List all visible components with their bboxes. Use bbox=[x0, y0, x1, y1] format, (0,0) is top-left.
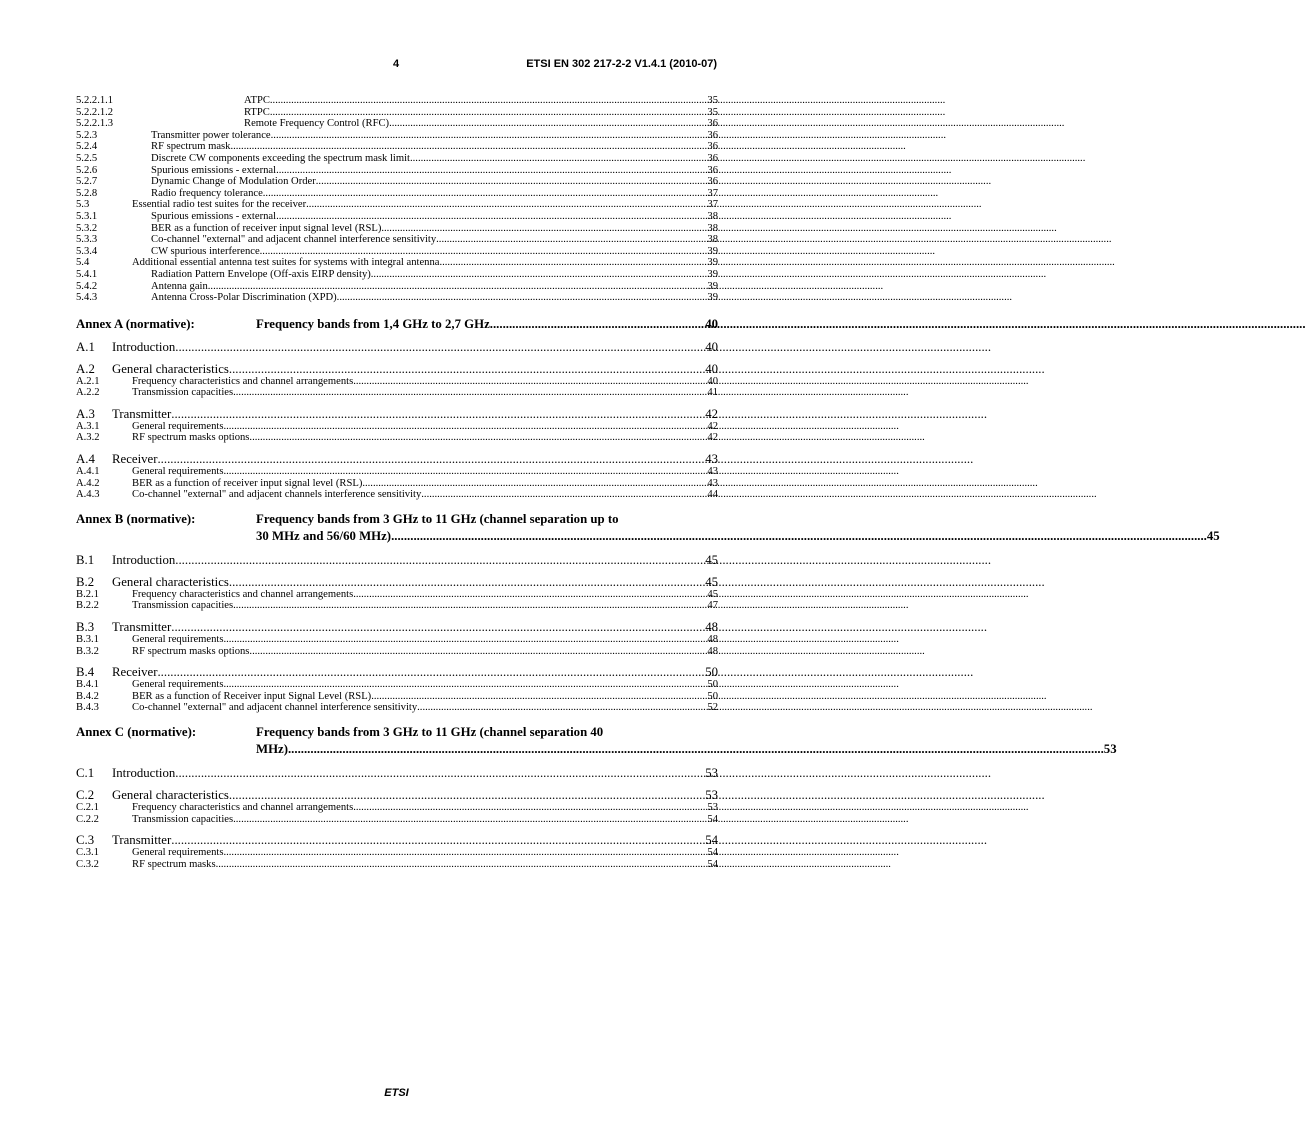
toc-entry-title: Discrete CW components exceeding the spectrum mask limit bbox=[151, 152, 410, 164]
annex-title-line: Frequency bands from 3 GHz to 11 GHz (channel separation 40 bbox=[256, 725, 604, 739]
leader-dots bbox=[233, 814, 707, 826]
leader-dots bbox=[230, 141, 707, 153]
toc-entry-page: 42 bbox=[707, 432, 718, 444]
toc-entry-title: General characteristics bbox=[112, 361, 229, 376]
toc-entry-title: General requirements bbox=[132, 634, 224, 646]
toc-entry[interactable] bbox=[76, 432, 718, 444]
toc-entry[interactable] bbox=[76, 802, 718, 814]
toc-entry-number: 5.3.1 bbox=[76, 210, 98, 222]
toc-entry-page: 38 bbox=[707, 234, 718, 246]
toc-entry-title: RF spectrum masks options bbox=[132, 432, 250, 444]
toc-entry-number: C.2.2 bbox=[76, 813, 99, 825]
toc-entry[interactable] bbox=[76, 489, 718, 501]
toc-entry-page: 39 bbox=[707, 280, 718, 292]
toc-entry[interactable] bbox=[76, 95, 718, 107]
page-footer: ETSI bbox=[384, 1087, 409, 1099]
leader-dots bbox=[171, 833, 705, 847]
toc-entry-number: A.2.2 bbox=[76, 387, 100, 399]
toc-entry-title: Essential radio test suites for the receiver bbox=[132, 199, 307, 211]
toc-entry-page: 37 bbox=[707, 187, 718, 199]
annex-title-line: 30 MHz and 56/60 MHz) bbox=[256, 528, 392, 543]
toc-entry[interactable] bbox=[76, 646, 718, 658]
toc-entry[interactable] bbox=[76, 421, 718, 433]
toc-entry-title: Additional essential antenna test suites for systems with integral antenna bbox=[132, 257, 440, 269]
toc-entry-number: 5.2.7 bbox=[76, 176, 98, 188]
toc-entry-title: Antenna Cross-Polar Discrimination (XPD) bbox=[151, 292, 337, 304]
toc-entry-title: RTPC bbox=[244, 106, 270, 118]
toc-entry-page: 43 bbox=[707, 477, 718, 489]
toc-entry-number: B.2 bbox=[76, 574, 95, 589]
toc-entry[interactable] bbox=[76, 589, 718, 601]
toc-entry-title: Remote Frequency Control (RFC) bbox=[244, 118, 390, 130]
toc-entry-page: 53 bbox=[705, 766, 718, 780]
toc-entry-title: Transmitter bbox=[112, 406, 172, 421]
annex-a-heading[interactable] bbox=[76, 316, 718, 332]
toc-entry-number: A.4.1 bbox=[76, 466, 100, 478]
leader-dots bbox=[276, 211, 707, 223]
toc-entry-number: A.2 bbox=[76, 361, 95, 376]
leader-dots bbox=[353, 376, 707, 388]
toc-entry-title: BER as a function of Receiver input Signal Level (RSL) bbox=[132, 690, 372, 702]
leader-dots bbox=[271, 130, 708, 142]
toc-entry-page: 53 bbox=[705, 788, 718, 802]
toc-entry[interactable] bbox=[76, 141, 718, 153]
leader-dots bbox=[439, 257, 707, 269]
toc-entry-title: BER as a function of receiver input signal level (RSL) bbox=[151, 222, 382, 234]
leader-dots bbox=[223, 421, 707, 433]
toc-entry-page: 45 bbox=[707, 588, 718, 600]
leader-dots bbox=[316, 176, 708, 188]
leader-dots bbox=[288, 741, 1104, 758]
toc-entry-page: 54 bbox=[707, 847, 718, 859]
toc-entry-page: 48 bbox=[705, 620, 718, 635]
toc-entry[interactable] bbox=[76, 466, 718, 478]
leader-dots bbox=[223, 679, 707, 691]
toc-entry-number: 5.2.8 bbox=[76, 187, 98, 199]
leader-dots bbox=[381, 223, 707, 235]
toc-entry-number: 5.3 bbox=[76, 199, 90, 211]
toc-entry[interactable] bbox=[76, 600, 718, 612]
toc-entry-title: ATPC bbox=[244, 95, 270, 106]
toc-entry-number: 5.2.3 bbox=[76, 129, 98, 141]
toc-entry-page: 36 bbox=[707, 164, 718, 176]
leader-dots bbox=[223, 466, 707, 478]
toc-clause[interactable] bbox=[76, 766, 718, 780]
toc-entry-page: 39 bbox=[707, 292, 718, 304]
toc-entry-title: Transmission capacities bbox=[132, 387, 234, 399]
toc-clause[interactable] bbox=[76, 407, 718, 421]
toc-entry-title: BER as a function of receiver input signal level (RSL) bbox=[132, 477, 363, 489]
toc-entry-title: Antenna gain bbox=[151, 280, 208, 292]
leader-dots bbox=[223, 847, 707, 859]
toc-entry-page: 39 bbox=[707, 257, 718, 269]
leader-dots bbox=[270, 95, 708, 107]
toc-clause[interactable] bbox=[76, 665, 718, 679]
toc-entry[interactable] bbox=[76, 246, 718, 258]
annex-page: 45 bbox=[1206, 528, 1220, 543]
toc-entry-number: A.2.1 bbox=[76, 375, 100, 387]
annex-title: Frequency bands from 1,4 GHz to 2,7 GHz bbox=[256, 316, 490, 331]
toc-entry-number: 5.4.1 bbox=[76, 268, 98, 280]
toc-entry-number: A.3.2 bbox=[76, 432, 100, 444]
toc-entry-page: 36 bbox=[707, 129, 718, 141]
leader-dots bbox=[362, 478, 707, 490]
toc-entry-number: 5.2.5 bbox=[76, 152, 98, 164]
toc-clause[interactable] bbox=[76, 362, 718, 376]
toc-entry-title: Radiation Pattern Envelope (Off-axis EIRP density) bbox=[151, 268, 371, 280]
toc-entry-page: 38 bbox=[707, 222, 718, 234]
toc-entry-page: 50 bbox=[707, 679, 718, 691]
toc-entry[interactable] bbox=[76, 702, 718, 714]
table-of-contents bbox=[76, 95, 1220, 870]
toc-entry-title: Receiver bbox=[112, 665, 158, 680]
toc-clause[interactable] bbox=[76, 575, 718, 589]
toc-entry[interactable] bbox=[76, 859, 718, 871]
toc-clause[interactable] bbox=[76, 620, 718, 634]
toc-entry-page: 35 bbox=[707, 95, 718, 106]
toc-entry-title: Transmitter bbox=[112, 620, 172, 635]
toc-entry-title: General characteristics bbox=[112, 788, 229, 802]
toc-entry[interactable] bbox=[76, 130, 718, 142]
toc-entry[interactable] bbox=[76, 292, 718, 304]
toc-entry[interactable] bbox=[76, 118, 718, 130]
leader-dots bbox=[208, 281, 708, 293]
leader-dots bbox=[157, 665, 705, 679]
toc-entry-page: 36 bbox=[707, 141, 718, 153]
toc-entry-title: Co-channel "external" and adjacent channel interference sensitivity bbox=[132, 702, 418, 714]
toc-entry-page: 40 bbox=[707, 375, 718, 387]
toc-entry-title: Frequency characteristics and channel arrangements bbox=[132, 588, 354, 600]
toc-entry[interactable] bbox=[76, 223, 718, 235]
toc-entry-title: Introduction bbox=[112, 766, 176, 780]
toc-entry-page: 48 bbox=[707, 645, 718, 657]
toc-entry[interactable] bbox=[76, 234, 718, 246]
leader-dots bbox=[389, 118, 707, 130]
toc-entry-number: A.3 bbox=[76, 406, 95, 421]
leader-dots bbox=[171, 407, 705, 421]
toc-entry-number: 5.3.4 bbox=[76, 245, 98, 257]
toc-clause[interactable] bbox=[76, 340, 718, 354]
toc-entry-number: B.4.1 bbox=[76, 679, 99, 691]
toc-entry-page: 40 bbox=[705, 361, 718, 376]
toc-entry-title: Receiver bbox=[112, 452, 158, 467]
toc-entry-title: Co-channel "external" and adjacent channel interference sensitivity bbox=[151, 234, 437, 246]
toc-entry[interactable] bbox=[76, 376, 718, 388]
toc-entry-number: C.3.1 bbox=[76, 847, 99, 859]
annex-label: Annex B (normative): bbox=[76, 511, 196, 526]
toc-entry-title: General characteristics bbox=[112, 574, 229, 589]
leader-dots bbox=[276, 165, 707, 177]
toc-entry-number: B.4 bbox=[76, 665, 95, 680]
toc-entry-page: 36 bbox=[707, 118, 718, 130]
toc-entry-page: 47 bbox=[707, 600, 718, 612]
toc-entry[interactable] bbox=[76, 188, 718, 200]
toc-entry-number: 5.4.3 bbox=[76, 292, 98, 304]
toc-entry[interactable] bbox=[76, 176, 718, 188]
toc-entry-number: 5.4 bbox=[76, 257, 90, 269]
toc-entry-number: 5.2.2.1.1 bbox=[76, 95, 114, 106]
toc-entry-number: 5.4.2 bbox=[76, 280, 98, 292]
leader-dots bbox=[417, 702, 707, 714]
toc-entry[interactable] bbox=[76, 281, 718, 293]
toc-entry-title: General requirements bbox=[132, 466, 224, 478]
toc-entry-number: 5.3.3 bbox=[76, 234, 98, 246]
leader-dots bbox=[353, 589, 707, 601]
toc-entry-title: Co-channel "external" and adjacent channels interference sensitivity bbox=[132, 489, 422, 501]
toc-entry-title: Introduction bbox=[112, 552, 176, 567]
toc-entry-page: 48 bbox=[707, 634, 718, 646]
toc-entry-title: Frequency characteristics and channel arrangements bbox=[132, 375, 354, 387]
leader-dots bbox=[223, 634, 707, 646]
leader-dots bbox=[233, 600, 707, 612]
toc-entry-number: B.4.2 bbox=[76, 690, 99, 702]
toc-entry-page: 35 bbox=[707, 106, 718, 118]
toc-entry-title: General requirements bbox=[132, 679, 224, 691]
leader-dots bbox=[229, 575, 705, 589]
toc-entry-page: 45 bbox=[705, 552, 718, 567]
leader-dots bbox=[270, 107, 708, 119]
toc-entry-number: 5.2.2.1.3 bbox=[76, 118, 114, 130]
toc-entry-title: Frequency characteristics and channel arrangements bbox=[132, 802, 354, 813]
toc-entry-number: B.2.1 bbox=[76, 588, 99, 600]
annex-label: Annex C (normative): bbox=[76, 725, 197, 739]
toc-entry-page: 43 bbox=[705, 452, 718, 467]
toc-entry-title: Radio frequency tolerance bbox=[151, 187, 263, 199]
leader-dots bbox=[175, 553, 705, 567]
leader-dots bbox=[260, 246, 708, 258]
leader-dots bbox=[249, 432, 707, 444]
toc-entry-number: A.4.2 bbox=[76, 477, 100, 489]
toc-entry-page: 54 bbox=[705, 833, 718, 848]
toc-entry-number: C.1 bbox=[76, 766, 95, 780]
leader-dots bbox=[175, 766, 705, 780]
toc-entry-title: Transmission capacities bbox=[132, 600, 234, 612]
toc-entry-title: General requirements bbox=[132, 847, 224, 859]
toc-entry-title: Transmitter bbox=[112, 833, 172, 848]
annex-label: Annex A (normative): bbox=[76, 316, 195, 331]
toc-entry-number: A.4 bbox=[76, 452, 95, 467]
leader-dots bbox=[171, 620, 705, 634]
toc-clause[interactable] bbox=[76, 833, 718, 847]
toc-clause[interactable] bbox=[76, 452, 718, 466]
leader-dots bbox=[233, 387, 707, 399]
toc-entry-number: B.4.3 bbox=[76, 702, 99, 714]
toc-entry-number: 5.3.2 bbox=[76, 222, 98, 234]
toc-entry[interactable] bbox=[76, 478, 718, 490]
toc-entry-number: B.3.1 bbox=[76, 634, 99, 646]
leader-dots bbox=[306, 199, 707, 211]
leader-dots bbox=[490, 316, 705, 332]
leader-dots bbox=[421, 489, 707, 501]
leader-dots bbox=[175, 340, 705, 354]
toc-entry-number: B.3 bbox=[76, 620, 95, 635]
leader-dots bbox=[263, 188, 708, 200]
toc-entry-page: 54 bbox=[707, 813, 718, 825]
toc-entry-title: General requirements bbox=[132, 420, 224, 432]
toc-entry[interactable] bbox=[76, 107, 718, 119]
toc-entry[interactable] bbox=[76, 634, 718, 646]
leader-dots bbox=[157, 452, 705, 466]
toc-entry-title: RF spectrum masks options bbox=[132, 645, 250, 657]
toc-entry-title: Spurious emissions - external bbox=[151, 210, 277, 222]
toc-entry-title: Dynamic Change of Modulation Order bbox=[151, 176, 316, 188]
leader-dots bbox=[410, 153, 707, 165]
toc-entry-title: CW spurious interference bbox=[151, 245, 260, 257]
toc-entry-title: Spurious emissions - external bbox=[151, 164, 277, 176]
toc-entry[interactable] bbox=[76, 269, 718, 281]
toc-entry-number: A.4.3 bbox=[76, 489, 100, 501]
leader-dots bbox=[337, 292, 708, 304]
toc-entry-number: C.2 bbox=[76, 788, 95, 802]
toc-entry-number: 5.2.2.1.2 bbox=[76, 106, 114, 118]
toc-clause[interactable] bbox=[76, 553, 718, 567]
leader-dots bbox=[229, 362, 705, 376]
toc-entry-page: 38 bbox=[707, 210, 718, 222]
annex-page: 40 bbox=[705, 316, 718, 331]
toc-entry-number: B.2.2 bbox=[76, 600, 99, 612]
toc-entry-number: B.1 bbox=[76, 552, 95, 567]
toc-entry-page: 36 bbox=[707, 152, 718, 164]
toc-entry-title: Transmission capacities bbox=[132, 813, 234, 825]
toc-entry-page: 40 bbox=[705, 339, 718, 354]
toc-entry-title: RF spectrum masks bbox=[132, 858, 216, 870]
toc-entry-page: 41 bbox=[707, 387, 718, 399]
toc-entry-page: 45 bbox=[705, 574, 718, 589]
page-header bbox=[0, 58, 793, 72]
annex-title-line: Frequency bands from 3 GHz to 11 GHz (channel separation up to bbox=[256, 511, 619, 526]
leader-dots bbox=[216, 859, 708, 871]
toc-entry[interactable] bbox=[76, 153, 718, 165]
toc-entry-page: 50 bbox=[705, 665, 718, 680]
toc-entry-number: A.1 bbox=[76, 339, 95, 354]
toc-entry-title: Introduction bbox=[112, 339, 176, 354]
toc-entry-number: 5.2.6 bbox=[76, 164, 98, 176]
toc-entry[interactable] bbox=[76, 847, 718, 859]
toc-entry-page: 53 bbox=[707, 802, 718, 813]
toc-entry-page: 42 bbox=[707, 420, 718, 432]
toc-clause[interactable] bbox=[76, 788, 718, 802]
toc-entry[interactable] bbox=[76, 691, 718, 703]
toc-entry-page: 42 bbox=[705, 406, 718, 421]
toc-entry-page: 43 bbox=[707, 466, 718, 478]
toc-entry-page: 52 bbox=[707, 702, 718, 714]
annex-c-heading[interactable] bbox=[76, 724, 1117, 758]
toc-entry-number: C.3.2 bbox=[76, 858, 99, 870]
toc-entry-page: 37 bbox=[707, 199, 718, 211]
toc-entry-page: 44 bbox=[707, 489, 718, 501]
toc-entry[interactable] bbox=[76, 199, 718, 211]
leader-dots bbox=[371, 691, 707, 703]
toc-entry-number: B.3.2 bbox=[76, 645, 99, 657]
toc-entry-page: 54 bbox=[707, 858, 718, 870]
leader-dots bbox=[249, 646, 707, 658]
annex-page: 53 bbox=[1103, 742, 1117, 756]
toc-entry[interactable] bbox=[76, 387, 718, 399]
toc-entry-page: 39 bbox=[707, 245, 718, 257]
leader-dots bbox=[229, 788, 705, 802]
toc-entry[interactable] bbox=[76, 257, 718, 269]
toc-entry-number: A.3.1 bbox=[76, 420, 100, 432]
toc-entry[interactable] bbox=[76, 165, 718, 177]
leader-dots bbox=[436, 234, 707, 246]
toc-entry-title: Transmitter power tolerance bbox=[151, 129, 271, 141]
toc-entry-title: RF spectrum mask bbox=[151, 141, 231, 153]
page-number: 4 bbox=[393, 58, 400, 70]
document-id: ETSI EN 302 217-2-2 V1.4.1 (2010-07) bbox=[526, 58, 717, 70]
toc-entry-number: C.3 bbox=[76, 833, 95, 848]
toc-entry[interactable] bbox=[76, 211, 718, 223]
leader-dots bbox=[353, 802, 707, 814]
toc-entry-page: 39 bbox=[707, 268, 718, 280]
toc-entry-page: 36 bbox=[707, 176, 718, 188]
toc-entry-number: 5.2.4 bbox=[76, 141, 98, 153]
annex-b-heading[interactable] bbox=[76, 511, 1220, 545]
leader-dots bbox=[391, 528, 1207, 545]
toc-entry-number: C.2.1 bbox=[76, 802, 99, 813]
annex-title-line: MHz) bbox=[256, 742, 288, 756]
toc-entry-page: 50 bbox=[707, 690, 718, 702]
toc-entry[interactable] bbox=[76, 679, 718, 691]
leader-dots bbox=[371, 269, 708, 281]
toc-entry[interactable] bbox=[76, 814, 718, 826]
